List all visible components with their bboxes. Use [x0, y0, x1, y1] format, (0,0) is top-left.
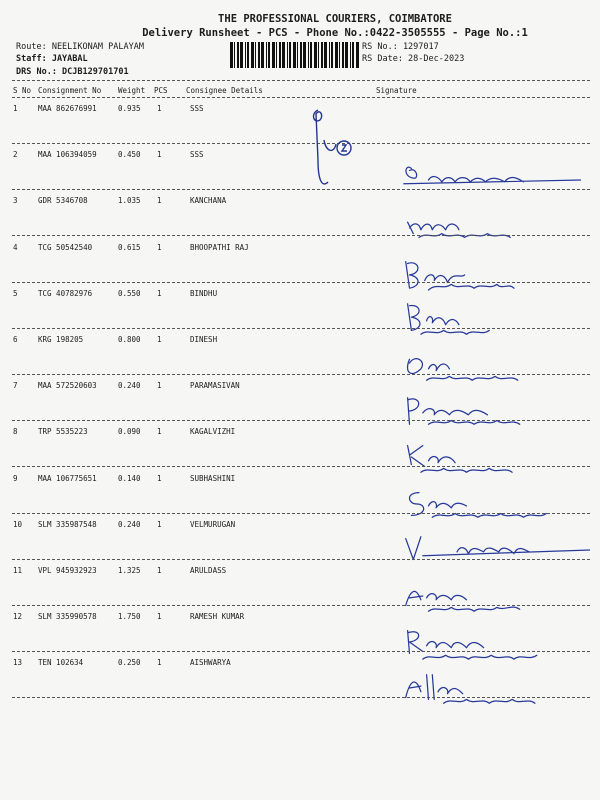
row-pcs: 1: [157, 519, 162, 529]
row-divider: [12, 651, 590, 652]
runsheet-subtitle: Delivery Runsheet - PCS - Phone No.:0422-3505555 - Page No.:1: [142, 27, 528, 39]
row-consignee: KANCHANA: [190, 196, 227, 206]
row-consignee: BHOOPATHI RAJ: [190, 242, 249, 252]
row-pcs: 1: [157, 427, 162, 437]
row-sno: 1: [13, 104, 18, 113]
row-divider: [12, 697, 590, 698]
row-divider: [12, 282, 590, 283]
row-consignment-no: SLM 335987548: [38, 519, 97, 529]
row-consignment-no: VPL 945932923: [38, 566, 97, 575]
row-pcs: 1: [157, 566, 162, 575]
row-weight: 0.550: [118, 288, 141, 298]
row-weight: 0.800: [118, 335, 141, 344]
row-consignee: SUBHASHINI: [190, 473, 236, 483]
col-header-consignee: Consignee Details: [186, 86, 263, 95]
row-weight: 0.240: [118, 519, 141, 529]
row-consignee: AISHWARYA: [190, 658, 231, 668]
row-sno: 11: [13, 566, 23, 575]
row-divider: [12, 559, 590, 560]
row-consignment-no: GDR 5346708: [38, 196, 88, 206]
row-consignment-no: TCG 40782976: [38, 288, 93, 298]
signature-image: [400, 666, 590, 710]
handwritten-mark: [300, 100, 360, 200]
col-header-signature: Signature: [376, 86, 417, 95]
row-sno: 6: [13, 335, 18, 344]
row-divider: [12, 420, 590, 421]
row-consignment-no: MAA 106775651: [38, 473, 97, 483]
row-divider: [12, 328, 590, 329]
row-divider: [12, 374, 590, 375]
row-weight: 0.615: [118, 242, 141, 252]
row-weight: 0.935: [118, 104, 141, 113]
row-divider: [12, 235, 590, 236]
row-consignment-no: SLM 335990578: [38, 612, 97, 622]
row-weight: 0.250: [118, 658, 141, 668]
row-pcs: 1: [157, 288, 162, 298]
row-pcs: 1: [157, 150, 162, 160]
row-weight: 1.325: [118, 566, 141, 575]
row-pcs: 1: [157, 104, 162, 113]
route-label: Route: NEELIKONAM PALAYAM: [16, 42, 144, 52]
row-divider: [12, 605, 590, 606]
row-consignee: RAMESH KUMAR: [190, 612, 245, 622]
row-consignee: SSS: [190, 150, 204, 160]
col-header-pcs: PCS: [154, 86, 168, 95]
row-sno: 13: [13, 658, 23, 668]
row-consignee: SSS: [190, 104, 204, 113]
row-consignment-no: TCG 50542540: [38, 242, 93, 252]
row-consignment-no: MAA 572520603: [38, 381, 97, 391]
row-sno: 3: [13, 196, 18, 206]
row-weight: 0.450: [118, 150, 141, 160]
row-divider: [12, 513, 590, 514]
row-sno: 9: [13, 473, 18, 483]
header-bottom-rule: [12, 97, 590, 98]
rs-date: RS Date: 28-Dec-2023: [362, 54, 465, 64]
row-consignee: PARAMASIVAN: [190, 381, 240, 391]
barcode-image: [230, 42, 360, 68]
drs-label: DRS No.: DCJB129701701: [16, 67, 129, 77]
row-pcs: 1: [157, 242, 162, 252]
row-weight: 1.035: [118, 196, 141, 206]
row-sno: 5: [13, 288, 18, 298]
staff-label: Staff: JAYABAL: [16, 54, 88, 64]
col-header-consignment: Consignment No: [38, 86, 102, 95]
row-pcs: 1: [157, 381, 162, 391]
row-sno: 12: [13, 612, 23, 622]
row-sno: 8: [13, 427, 18, 437]
row-consignee: KAGALVIZHI: [190, 427, 236, 437]
row-pcs: 1: [157, 196, 162, 206]
col-header-weight: Weight: [118, 86, 146, 95]
row-pcs: 1: [157, 473, 162, 483]
row-weight: 1.750: [118, 612, 141, 622]
row-divider: [12, 466, 590, 467]
row-consignment-no: MAA 862676991: [38, 104, 97, 113]
row-weight: 0.140: [118, 473, 141, 483]
row-pcs: 1: [157, 612, 162, 622]
row-pcs: 1: [157, 658, 162, 668]
row-consignment-no: MAA 106394059: [38, 150, 97, 160]
row-consignee: VELMURUGAN: [190, 519, 236, 529]
row-sno: 2: [13, 150, 18, 160]
row-pcs: 1: [157, 335, 162, 344]
row-weight: 0.090: [118, 427, 141, 437]
rs-number: RS No.: 1297017: [362, 42, 439, 52]
row-consignee: ARULDASS: [190, 566, 227, 575]
row-consignment-no: KRG 198205: [38, 335, 84, 344]
row-sno: 10: [13, 519, 23, 529]
company-title: THE PROFESSIONAL COURIERS, COIMBATORE: [218, 13, 452, 25]
row-consignment-no: TRP 5535223: [38, 427, 88, 437]
row-consignment-no: TEN 102634: [38, 658, 84, 668]
row-consignee: BINDHU: [190, 288, 218, 298]
row-weight: 0.240: [118, 381, 141, 391]
header-top-rule: [12, 80, 590, 81]
col-header-sno: S No: [13, 86, 32, 95]
row-sno: 4: [13, 242, 18, 252]
row-sno: 7: [13, 381, 18, 391]
row-consignee: DINESH: [190, 335, 218, 344]
